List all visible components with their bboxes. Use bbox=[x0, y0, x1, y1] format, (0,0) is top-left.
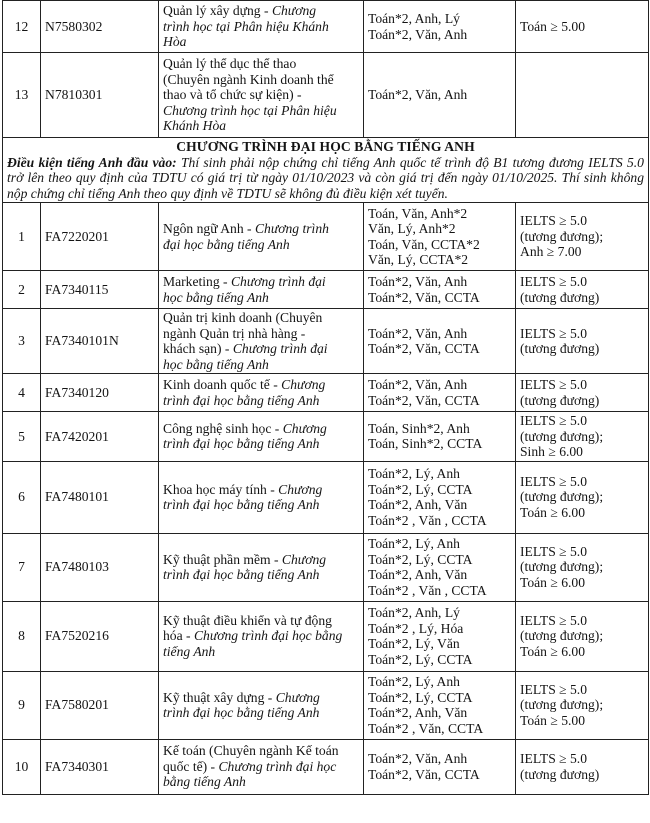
program-name-line bbox=[163, 341, 359, 357]
program-name-line bbox=[163, 436, 359, 452]
program-name-segment: bằng tiếng Anh bbox=[163, 774, 246, 790]
program-name-segment: khách sạn) - bbox=[163, 341, 233, 356]
program-name-line bbox=[163, 567, 359, 583]
section-cell bbox=[3, 138, 649, 203]
program-name-segment: (Chuyên ngành Kinh doanh thể bbox=[163, 71, 334, 87]
subject-combination: Toán*2, Lý, CCTA bbox=[368, 689, 473, 705]
admission-condition: IELTS ≥ 5.0 bbox=[520, 274, 587, 289]
program-name-line bbox=[163, 705, 359, 721]
subject-combination: Toán*2, Lý, Anh bbox=[368, 536, 460, 551]
program-name-segment: trình học tại Phân hiệu Khánh bbox=[163, 18, 329, 34]
program-name-segment: Chương trình học tại Phân hiệu bbox=[163, 102, 337, 118]
subject-combination: Toán*2, Anh, Văn bbox=[368, 567, 468, 582]
subject-combination: Văn, Lý, CCTA*2 bbox=[368, 252, 469, 267]
program-name-segment: Kỹ thuật điều khiển và tự động bbox=[163, 612, 332, 628]
program-code: FA7580201 bbox=[41, 671, 159, 739]
program-name-line bbox=[163, 377, 359, 393]
program-name-line bbox=[163, 613, 359, 629]
program-name-segment: Khoa học máy tính - bbox=[163, 481, 279, 497]
program-name-segment: Chương trình đại bbox=[232, 341, 328, 356]
table-row bbox=[3, 374, 649, 412]
program-name-line bbox=[163, 221, 359, 237]
table-row bbox=[3, 671, 649, 739]
subject-combination: Toán*2, Anh, Văn bbox=[368, 705, 468, 720]
program-name-segment: Chương bbox=[275, 689, 320, 705]
table-row bbox=[3, 203, 649, 271]
program-name-line bbox=[163, 759, 359, 775]
subject-combination: Toán*2, Văn, Anh bbox=[368, 325, 468, 341]
program-name-segment: Ngôn ngữ Anh - bbox=[163, 221, 255, 236]
program-name-line bbox=[163, 34, 359, 50]
admission-condition: (tương đương) bbox=[520, 766, 600, 782]
program-name-line bbox=[163, 103, 359, 119]
program-code: FA7340301 bbox=[41, 739, 159, 794]
section-note-text: Thí sinh phải nộp chứng chỉ tiếng Anh quốc tế trình độ B1 tương đương IELTS 5.0 trở lên theo quy định của TDTU có giá trị từ ngày 01/10/2023 và còn giá trị đến ngày 01/10/2025. Thí sinh không nộp chứng chỉ tiếng Anh theo quy định về TDTU sẽ không đủ điều kiện xét tuyển. bbox=[7, 154, 644, 201]
admission-condition: (tương đương); bbox=[520, 559, 604, 575]
subject-combination: Toán*2, Văn, CCTA bbox=[368, 766, 480, 782]
row-number: 7 bbox=[3, 533, 41, 601]
subject-combination: Toán, Sinh*2, CCTA bbox=[368, 436, 483, 452]
subject-combination: Toán*2, Anh, Lý bbox=[368, 11, 460, 26]
table-row bbox=[3, 271, 649, 309]
admission-conditions bbox=[516, 461, 649, 533]
admission-condition: Toán ≥ 6.00 bbox=[520, 574, 586, 590]
program-code: N7580302 bbox=[41, 1, 159, 53]
subject-combination: Toán*2, Văn, Anh bbox=[368, 274, 468, 289]
admission-condition: Sinh ≥ 6.00 bbox=[520, 444, 583, 459]
program-name-line bbox=[163, 72, 359, 88]
subject-combination: Toán*2, Lý, CCTA bbox=[368, 651, 473, 667]
admission-condition: (tương đương) bbox=[520, 341, 600, 356]
subject-combinations bbox=[364, 671, 516, 739]
program-name-line bbox=[163, 56, 359, 72]
program-name-segment: Chương bbox=[281, 377, 326, 392]
program-name bbox=[159, 203, 364, 271]
subject-combinations bbox=[364, 601, 516, 671]
program-name-segment: Kỹ thuật xây dựng - bbox=[163, 689, 276, 705]
program-name bbox=[159, 374, 364, 412]
row-number: 8 bbox=[3, 601, 41, 671]
admission-conditions bbox=[516, 203, 649, 271]
program-name-segment: Chương trình đại học bằng bbox=[193, 628, 343, 644]
program-name-segment: Quản trị kinh doanh (Chuyên bbox=[163, 310, 323, 325]
program-name-segment: Marketing - bbox=[163, 274, 231, 289]
program-name-segment: đại học bằng tiếng Anh bbox=[163, 236, 290, 252]
subject-combination: Toán*2, Anh, Văn bbox=[368, 497, 468, 512]
subject-combinations bbox=[364, 461, 516, 533]
subject-combination: Toán*2, Lý, Anh bbox=[368, 466, 460, 481]
program-name bbox=[159, 412, 364, 462]
program-name-segment: Quản lý thể dục thể thao bbox=[163, 56, 297, 72]
program-name bbox=[159, 671, 364, 739]
admission-condition: (tương đương); bbox=[520, 489, 604, 505]
admission-conditions bbox=[516, 671, 649, 739]
program-name bbox=[159, 739, 364, 794]
subject-combination: Toán*2, Văn, Anh bbox=[368, 377, 468, 392]
program-name-line bbox=[163, 357, 359, 373]
program-name-line bbox=[163, 393, 359, 409]
program-code: FA7340101N bbox=[41, 309, 159, 374]
row-number: 12 bbox=[3, 1, 41, 53]
subject-combination: Toán*2, Lý, Anh bbox=[368, 674, 460, 689]
subject-combination: Toán*2, Văn, CCTA bbox=[368, 289, 480, 305]
row-number: 9 bbox=[3, 671, 41, 739]
program-name bbox=[159, 461, 364, 533]
program-name-segment: Chương trình đại bbox=[230, 274, 326, 289]
admission-condition: Toán ≥ 5.00 bbox=[520, 18, 586, 34]
program-name-line bbox=[163, 237, 359, 253]
row-number: 10 bbox=[3, 739, 41, 794]
subject-combination: Toán*2, Lý, Văn bbox=[368, 636, 460, 651]
subject-combinations bbox=[364, 1, 516, 53]
program-name-segment: trình đại học bằng tiếng Anh bbox=[163, 567, 320, 582]
subject-combinations bbox=[364, 53, 516, 138]
admission-condition: IELTS ≥ 5.0 bbox=[520, 213, 587, 229]
program-name-line bbox=[163, 290, 359, 306]
admission-condition: (tương đương) bbox=[520, 289, 600, 305]
subject-combination: Toán*2, Văn, Anh bbox=[368, 751, 468, 766]
program-code: FA7340120 bbox=[41, 374, 159, 412]
table-row bbox=[3, 412, 649, 462]
subject-combinations bbox=[364, 309, 516, 374]
admission-table bbox=[2, 0, 649, 795]
program-name-segment: Khánh Hòa bbox=[163, 118, 227, 134]
admission-condition: (tương đương); bbox=[520, 228, 604, 244]
program-name-segment: Hòa bbox=[163, 34, 187, 50]
admission-condition: IELTS ≥ 5.0 bbox=[520, 473, 587, 489]
row-number: 6 bbox=[3, 461, 41, 533]
program-name-segment: trình đại học bằng tiếng Anh bbox=[163, 392, 320, 408]
program-name bbox=[159, 53, 364, 138]
admission-condition: IELTS ≥ 5.0 bbox=[520, 413, 587, 428]
admission-condition: Toán ≥ 6.00 bbox=[520, 504, 586, 520]
admission-condition: (tương đương) bbox=[520, 392, 600, 408]
subject-combination: Toán*2 , Văn , CCTA bbox=[368, 512, 487, 528]
program-name bbox=[159, 271, 364, 309]
subject-combinations bbox=[364, 412, 516, 462]
subject-combinations bbox=[364, 374, 516, 412]
program-name-segment: Quản lý xây dựng - bbox=[163, 3, 272, 19]
subject-combination: Toán, Văn, Anh*2 bbox=[368, 205, 468, 221]
program-name-segment: học bằng tiếng Anh bbox=[163, 356, 269, 372]
program-name-line bbox=[163, 743, 359, 759]
program-name-segment: hóa - bbox=[163, 628, 194, 644]
subject-combination: Toán, Văn, CCTA*2 bbox=[368, 236, 480, 252]
program-code: N7810301 bbox=[41, 53, 159, 138]
section-note-label: Điều kiện tiếng Anh đầu vào: bbox=[7, 154, 177, 170]
admission-conditions bbox=[516, 533, 649, 601]
admission-condition: Toán ≥ 6.00 bbox=[520, 643, 586, 659]
section-title: CHƯƠNG TRÌNH ĐẠI HỌC BẰNG TIẾNG ANH bbox=[176, 139, 475, 154]
program-name bbox=[159, 1, 364, 53]
admission-condition: (tương đương); bbox=[520, 697, 604, 713]
program-name-line bbox=[163, 421, 359, 437]
program-name-segment: Chương trình bbox=[254, 221, 329, 236]
section-row bbox=[3, 138, 649, 203]
row-number: 1 bbox=[3, 203, 41, 271]
subject-combination: Toán*2, Lý, CCTA bbox=[368, 551, 473, 567]
program-name-line bbox=[163, 87, 359, 103]
program-name-segment: Kinh doanh quốc tế - bbox=[163, 377, 282, 392]
admission-conditions bbox=[516, 412, 649, 462]
program-name-line bbox=[163, 774, 359, 790]
program-name-line bbox=[163, 3, 359, 19]
program-name-line bbox=[163, 274, 359, 290]
table-row bbox=[3, 461, 649, 533]
table-body-english bbox=[3, 203, 649, 795]
program-name-segment: trình đại học bằng tiếng Anh bbox=[163, 436, 320, 452]
program-name-segment: Kỹ thuật phần mềm - bbox=[163, 551, 282, 567]
row-number: 3 bbox=[3, 309, 41, 374]
admission-condition: IELTS ≥ 5.0 bbox=[520, 377, 587, 392]
admission-conditions bbox=[516, 739, 649, 794]
program-name bbox=[159, 309, 364, 374]
admission-condition: IELTS ≥ 5.0 bbox=[520, 681, 587, 697]
program-name-segment: trình đại học bằng tiếng Anh bbox=[163, 497, 320, 512]
table-row bbox=[3, 739, 649, 794]
table-row bbox=[3, 533, 649, 601]
subject-combinations bbox=[364, 271, 516, 309]
program-name-line bbox=[163, 497, 359, 513]
admission-conditions bbox=[516, 1, 649, 53]
subject-combination: Toán*2 , Lý, Hóa bbox=[368, 620, 464, 636]
program-name-line bbox=[163, 552, 359, 568]
admission-conditions bbox=[516, 309, 649, 374]
row-number: 2 bbox=[3, 271, 41, 309]
subject-combination: Toán*2, Anh, Lý bbox=[368, 605, 460, 620]
table-section bbox=[3, 138, 649, 203]
program-name-segment: Chương trình đại học bbox=[218, 758, 337, 774]
program-name-line bbox=[163, 690, 359, 706]
program-name-segment: Chương bbox=[281, 551, 327, 567]
subject-combination: Toán*2, Văn, Anh bbox=[368, 26, 468, 42]
program-name bbox=[159, 533, 364, 601]
program-code: FA7220201 bbox=[41, 203, 159, 271]
section-note bbox=[7, 155, 644, 202]
admission-conditions bbox=[516, 374, 649, 412]
admission-condition: Toán ≥ 5.00 bbox=[520, 712, 586, 728]
program-name-segment: thao và tổ chức sự kiện) - bbox=[163, 87, 302, 103]
program-code: FA7520216 bbox=[41, 601, 159, 671]
row-number: 4 bbox=[3, 374, 41, 412]
table-row bbox=[3, 309, 649, 374]
table-row bbox=[3, 53, 649, 138]
program-name-segment: tiếng Anh bbox=[163, 643, 216, 659]
program-code: FA7480103 bbox=[41, 533, 159, 601]
subject-combination: Toán, Sinh*2, Anh bbox=[368, 420, 470, 436]
admission-condition: (tương đương); bbox=[520, 628, 604, 644]
table-row bbox=[3, 601, 649, 671]
program-name-segment: Chương bbox=[278, 481, 323, 497]
program-name-line bbox=[163, 118, 359, 134]
admission-condition: IELTS ≥ 5.0 bbox=[520, 325, 587, 341]
subject-combination: Toán*2, Lý, CCTA bbox=[368, 481, 473, 497]
program-name-line bbox=[163, 482, 359, 498]
subject-combination: Toán*2, Văn, CCTA bbox=[368, 341, 480, 356]
program-code: FA7420201 bbox=[41, 412, 159, 462]
row-number: 5 bbox=[3, 412, 41, 462]
admission-condition: (tương đương); bbox=[520, 428, 604, 444]
program-name-segment: quốc tế) - bbox=[163, 758, 219, 774]
program-name bbox=[159, 601, 364, 671]
program-code: FA7340115 bbox=[41, 271, 159, 309]
program-name-segment: ngành Quản trị nhà hàng - bbox=[163, 325, 306, 341]
program-name-segment: học bằng tiếng Anh bbox=[163, 289, 269, 305]
subject-combination: Toán*2 , Văn, CCTA bbox=[368, 720, 484, 736]
admission-conditions bbox=[516, 53, 649, 138]
subject-combination: Toán*2 , Văn , CCTA bbox=[368, 582, 487, 598]
subject-combinations bbox=[364, 203, 516, 271]
admission-condition: Anh ≥ 7.00 bbox=[520, 244, 582, 260]
program-name-segment: Kế toán (Chuyên ngành Kế toán bbox=[163, 743, 339, 759]
admission-condition: IELTS ≥ 5.0 bbox=[520, 543, 587, 559]
program-name-segment: Chương bbox=[282, 420, 327, 436]
subject-combination: Toán*2, Văn, CCTA bbox=[368, 392, 480, 408]
admission-condition: IELTS ≥ 5.0 bbox=[520, 751, 587, 766]
subject-combinations bbox=[364, 533, 516, 601]
program-name-line bbox=[163, 644, 359, 660]
admission-condition: IELTS ≥ 5.0 bbox=[520, 612, 587, 628]
subject-combination: Văn, Lý, Anh*2 bbox=[368, 221, 456, 236]
program-name-line bbox=[163, 326, 359, 342]
program-name-line bbox=[163, 19, 359, 35]
program-name-line bbox=[163, 310, 359, 326]
program-name-segment: Công nghệ sinh học - bbox=[163, 420, 283, 436]
subject-combination: Toán*2, Văn, Anh bbox=[368, 87, 468, 103]
row-number: 13 bbox=[3, 53, 41, 138]
subject-combinations bbox=[364, 739, 516, 794]
admission-conditions bbox=[516, 601, 649, 671]
program-name-segment: trình đại học bằng tiếng Anh bbox=[163, 705, 320, 720]
table-body-top bbox=[3, 1, 649, 138]
table-row bbox=[3, 1, 649, 53]
program-name-line bbox=[163, 628, 359, 644]
admission-conditions bbox=[516, 271, 649, 309]
program-code: FA7480101 bbox=[41, 461, 159, 533]
program-name-segment: Chương bbox=[271, 3, 317, 19]
